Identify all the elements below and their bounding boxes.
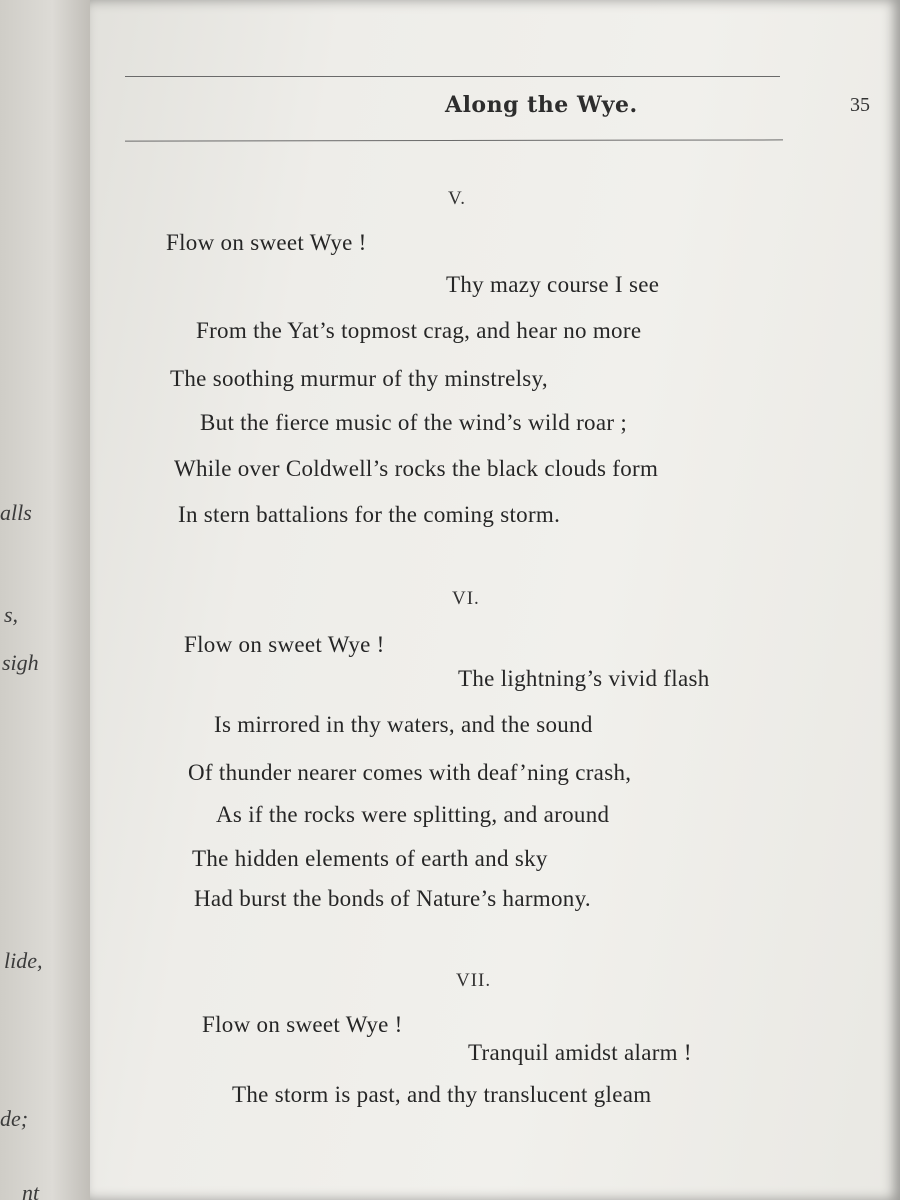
previous-page-fragment: sigh <box>2 650 39 675</box>
poem-line: Flow on sweet Wye ! <box>202 1012 403 1037</box>
header-bottom-rule <box>125 139 783 141</box>
poem-line: As if the rocks were splitting, and around <box>216 802 610 827</box>
previous-page-fragment: nt <box>22 1180 40 1200</box>
poem-line: Flow on sweet Wye ! <box>166 230 367 255</box>
previous-page-fragment: de; <box>0 1106 29 1131</box>
previous-page-fragment: alls <box>0 500 32 525</box>
previous-page-fragment: s, <box>4 602 19 627</box>
poem-line: Flow on sweet Wye ! <box>184 632 385 657</box>
poem-line: Of thunder nearer comes with deaf’ning crash, <box>188 760 632 785</box>
poem-line: The hidden elements of earth and sky <box>192 846 548 871</box>
previous-page-edge <box>0 0 95 1200</box>
book-page <box>90 0 900 1200</box>
stanza-number: VI. <box>452 588 480 609</box>
poem-line: Tranquil amidst alarm ! <box>468 1040 692 1065</box>
header-top-rule <box>125 76 780 77</box>
poem-line: Had burst the bonds of Nature’s harmony. <box>194 886 591 911</box>
running-title: Along the Wye. <box>445 92 638 118</box>
stanza-number: VII. <box>456 970 492 991</box>
poem-line: In stern battalions for the coming storm. <box>178 502 561 527</box>
poem-line: From the Yat’s topmost crag, and hear no more <box>196 318 642 343</box>
poem-line: The soothing murmur of thy minstrelsy, <box>170 366 548 391</box>
poem-line: The storm is past, and thy translucent gleam <box>232 1082 652 1107</box>
poem-line: While over Coldwell’s rocks the black clouds form <box>174 456 659 481</box>
poem-line: But the fierce music of the wind’s wild roar ; <box>200 410 628 435</box>
poem-line: Is mirrored in thy waters, and the sound <box>214 712 593 737</box>
poem-line: The lightning’s vivid flash <box>458 666 710 691</box>
poem-line: Thy mazy course I see <box>446 272 660 297</box>
page-number: 35 <box>850 94 870 116</box>
previous-page-fragment: lide, <box>4 948 43 973</box>
stanza-number: V. <box>448 188 467 209</box>
